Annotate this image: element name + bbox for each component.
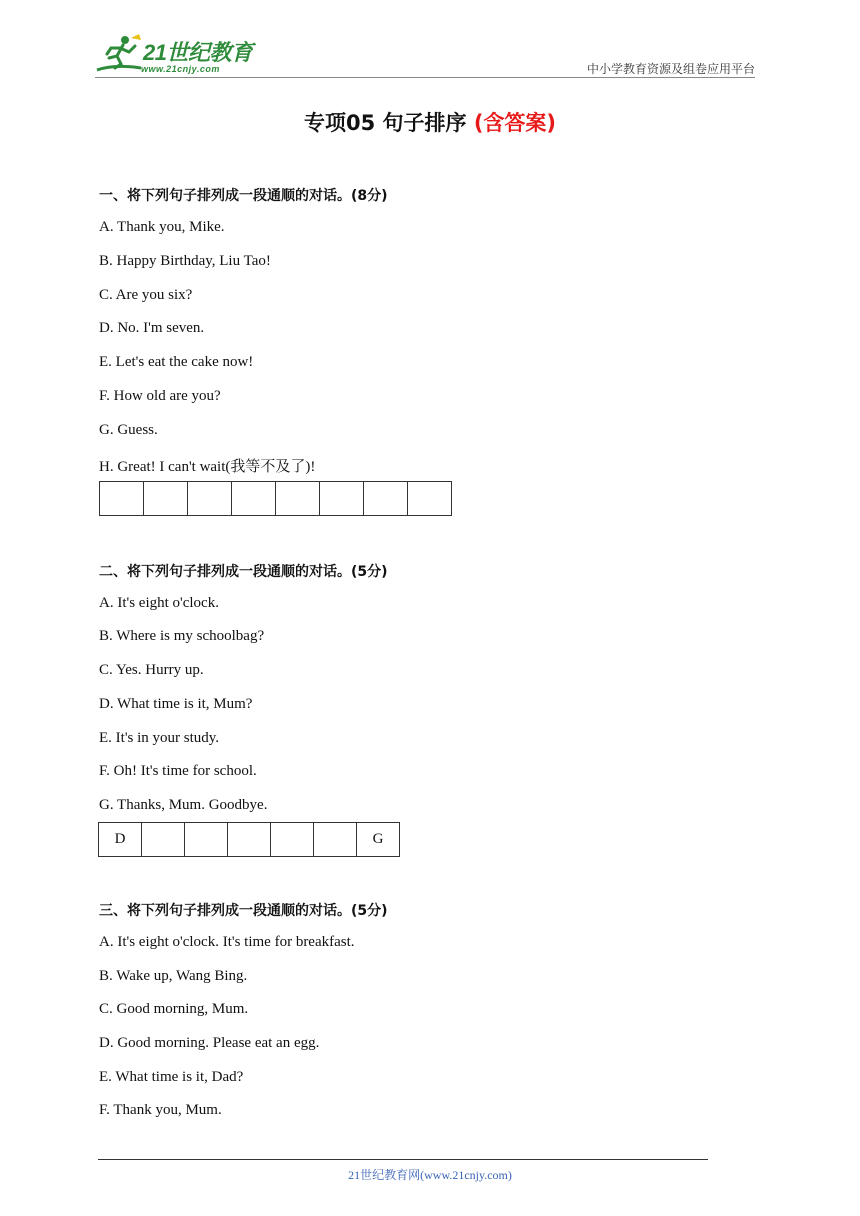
site-logo: [95, 34, 265, 74]
answer-box[interactable]: [185, 822, 228, 857]
header-platform-text: 中小学教育资源及组卷应用平台: [586, 62, 755, 76]
answer-box[interactable]: [271, 822, 314, 857]
list-item: B. Wake up, Wang Bing.: [99, 968, 248, 984]
footer-divider: [98, 1159, 708, 1160]
list-item: G. Thanks, Mum. Goodbye.: [99, 797, 268, 813]
list-item: E. Let's eat the cake now!: [99, 354, 254, 370]
list-item: E. It's in your study.: [99, 730, 220, 746]
title-answer-tag: (含答案): [473, 111, 557, 135]
header-divider: [95, 77, 755, 78]
list-item: H. Great! I can't wait(我等不及了)!: [99, 459, 316, 475]
list-item: D. What time is it, Mum?: [99, 696, 253, 712]
answer-boxes-1: [99, 481, 452, 516]
list-item: C. Yes. Hurry up.: [99, 662, 204, 678]
list-item: C. Good morning, Mum.: [99, 1001, 249, 1017]
section-3-heading: 三、将下列句子排列成一段通顺的对话。(5分): [99, 903, 388, 919]
list-item: C. Are you six?: [99, 287, 193, 303]
answer-boxes-2: [98, 822, 400, 857]
page-header: [95, 30, 755, 78]
answer-box[interactable]: [100, 481, 144, 516]
runner-logo-icon: [95, 34, 143, 74]
list-item: G. Guess.: [99, 422, 158, 438]
list-item: B. Happy Birthday, Liu Tao!: [99, 253, 271, 269]
list-item: F. Oh! It's time for school.: [99, 763, 257, 779]
list-item: A. Thank you, Mike.: [99, 219, 225, 235]
list-item: A. It's eight o'clock. It's time for breakfast.: [99, 934, 355, 950]
answer-box[interactable]: D: [99, 822, 142, 857]
answer-box[interactable]: [144, 481, 188, 516]
answer-box[interactable]: [188, 481, 232, 516]
list-item: F. Thank you, Mum.: [99, 1102, 222, 1118]
logo-url: www.21cnjy.com: [141, 64, 220, 74]
answer-box[interactable]: [320, 481, 364, 516]
footer-text[interactable]: 21世纪教育网(www.21cnjy.com): [348, 1168, 512, 1182]
answer-box[interactable]: [228, 822, 271, 857]
section-1-heading: 一、将下列句子排列成一段通顺的对话。(8分): [99, 188, 388, 204]
list-item: D. Good morning. Please eat an egg.: [99, 1035, 320, 1051]
list-item: E. What time is it, Dad?: [99, 1069, 244, 1085]
answer-box[interactable]: [142, 822, 185, 857]
answer-box[interactable]: [232, 481, 276, 516]
list-item: F. How old are you?: [99, 388, 221, 404]
title-main: 专项05 句子排序: [303, 111, 467, 135]
list-item: B. Where is my schoolbag?: [99, 628, 265, 644]
answer-box[interactable]: G: [357, 822, 400, 857]
answer-box[interactable]: [408, 481, 452, 516]
list-item: A. It's eight o'clock.: [99, 595, 219, 611]
answer-box[interactable]: [314, 822, 357, 857]
list-item: D. No. I'm seven.: [99, 320, 205, 336]
logo-text: 21世纪教育: [143, 40, 253, 65]
answer-box[interactable]: [364, 481, 408, 516]
section-2-heading: 二、将下列句子排列成一段通顺的对话。(5分): [99, 564, 388, 580]
page-title: [0, 107, 860, 137]
answer-box[interactable]: [276, 481, 320, 516]
